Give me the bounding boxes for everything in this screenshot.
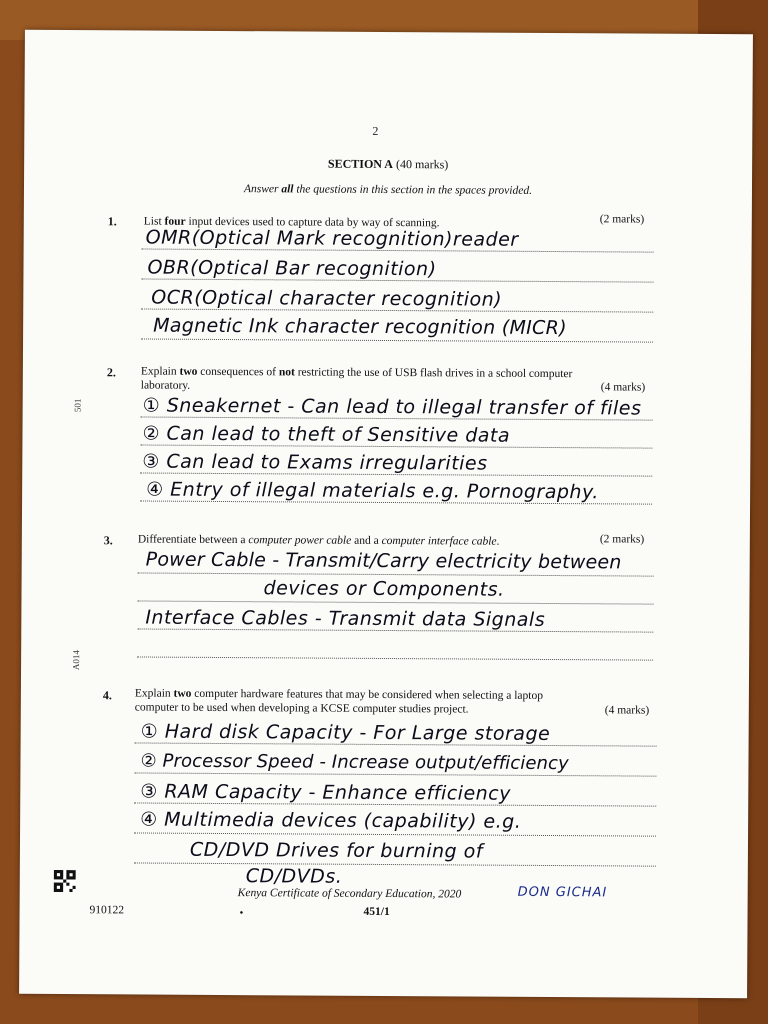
side-code-a014: A014	[71, 650, 82, 671]
q1-text-b: input devices used to capture data by way of scanning.	[185, 215, 440, 230]
answer-line	[134, 862, 656, 866]
q3-text-italic1: computer power cable	[248, 534, 352, 547]
q2-text-bold1: two	[179, 365, 198, 378]
q3-answer-1: Power Cable - Transmit/Carry electricity between	[145, 548, 622, 574]
q2-answer-4: ④ Entry of illegal materials e.g. Pornography.	[146, 478, 599, 504]
footer-bullet: •	[239, 907, 244, 920]
answer-line	[141, 339, 653, 343]
paper-code: 451/1	[363, 905, 390, 919]
q3-text-c: .	[496, 535, 500, 548]
q3-answer-2: devices or Components.	[263, 577, 505, 601]
q1-answer-2: OBR(Optical Bar recognition)	[147, 256, 437, 281]
question-3-number: 3.	[103, 533, 113, 548]
q4-text-b: computer hardware features that may be considered when selecting a laptop	[191, 687, 544, 702]
page-number: 2	[372, 123, 379, 138]
exam-title: Kenya Certificate of Secondary Education, 2020	[237, 887, 462, 901]
q2-text-bold2: not	[278, 366, 295, 379]
question-4-text	[135, 686, 683, 717]
q3-text-b: and a	[351, 534, 382, 547]
q1-answer-4: Magnetic Ink character recognition (MICR)	[153, 314, 567, 340]
exam-paper	[19, 30, 753, 998]
signature: DON GICHAI	[517, 884, 608, 901]
question-1-number: 1.	[107, 214, 117, 229]
q4-text-line2: computer to be used when developing a KCSE computer studies project.	[134, 701, 469, 716]
q4-answer-3: ③ RAM Capacity - Enhance efficiency	[140, 780, 511, 805]
q1-answer-1: OMR(Optical Mark recognition)reader	[145, 226, 519, 251]
q1-text-bold: four	[164, 215, 186, 228]
question-4-number: 4.	[102, 688, 112, 703]
question-1-marks: (2 marks)	[599, 213, 645, 226]
answer-line	[134, 772, 656, 776]
instruction-text: Answer	[243, 183, 282, 196]
q4-answer-6: CD/DVDs.	[245, 865, 343, 888]
question-2-marks: (4 marks)	[600, 381, 646, 394]
question-4-marks: (4 marks)	[604, 704, 650, 717]
q4-answer-1: ① Hard disk Capacity - For Large storage	[140, 720, 551, 746]
q3-text-italic2: computer interface cable	[381, 534, 497, 548]
q4-answer-2: ② Processor Speed - Increase output/efficiency	[140, 750, 569, 775]
q2-answer-1: ① Sneakernet - Can lead to illegal transfer of files	[142, 394, 642, 420]
section-heading	[24, 155, 752, 174]
q2-answer-2: ② Can lead to theft of Sensitive data	[142, 422, 511, 447]
q4-answer-4: ④ Multimedia devices (capability) e.g.	[140, 808, 522, 833]
answer-line	[134, 832, 656, 836]
side-code-501: 501	[72, 398, 83, 413]
q1-answer-3: OCR(Optical character recognition)	[151, 286, 503, 311]
q4-text-bold: two	[173, 687, 192, 700]
section-marks: (40 marks)	[395, 157, 449, 172]
qr-code-icon	[54, 870, 76, 892]
answer-line	[137, 600, 653, 604]
q1-text-a: List	[143, 215, 165, 228]
footer-code: 910122	[89, 904, 125, 917]
q2-answer-3: ③ Can lead to Exams irregularities	[142, 450, 488, 475]
instruction-bold: all	[281, 183, 294, 196]
q2-text-c: restricting the use of USB flash drives in a school computer	[294, 366, 573, 381]
q2-text-a: Explain	[140, 365, 180, 378]
section-instruction	[24, 182, 752, 198]
q3-text-a: Differentiate between a	[137, 533, 249, 547]
q2-text-b: consequences of	[197, 365, 279, 379]
q3-answer-3: Interface Cables - Transmit data Signals	[145, 606, 546, 631]
question-3-text	[138, 532, 500, 548]
instruction-text-end: the questions in this section in the spaces provided.	[293, 183, 533, 197]
q4-answer-5: CD/DVD Drives for burning of	[189, 838, 484, 863]
answer-line	[137, 656, 653, 660]
question-3-marks: (2 marks)	[599, 533, 645, 546]
section-title: SECTION A	[327, 156, 394, 172]
q2-text-line2: laboratory.	[140, 379, 191, 392]
question-2-number: 2.	[106, 365, 116, 380]
q4-text-a: Explain	[134, 687, 174, 700]
